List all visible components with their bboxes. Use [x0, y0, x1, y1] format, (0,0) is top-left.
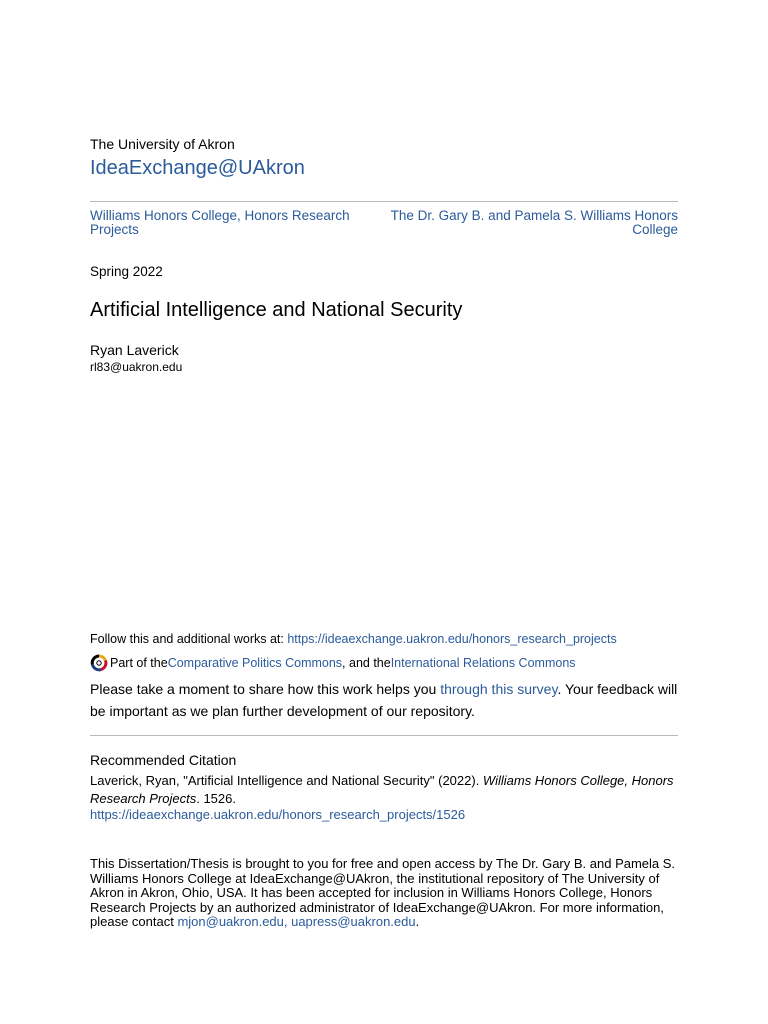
- citation-divider: [90, 735, 678, 736]
- part-of-joiner: , and the: [342, 656, 391, 670]
- international-relations-commons-link[interactable]: International Relations Commons: [390, 656, 576, 670]
- top-divider: [90, 201, 678, 202]
- statement-end: .: [415, 914, 420, 929]
- citation-heading: Recommended Citation: [90, 752, 237, 768]
- part-of-line: [90, 654, 576, 672]
- collection-link-honors-research[interactable]: Williams Honors College, Honors Research Projects: [90, 208, 350, 237]
- citation-tail: . 1526.: [196, 791, 236, 806]
- publication-date: Spring 2022: [90, 264, 163, 279]
- comparative-politics-commons-link[interactable]: Comparative Politics Commons: [167, 656, 343, 670]
- cover-page: [90, 0, 678, 1024]
- citation-text: [90, 772, 678, 808]
- part-of-prefix: Part of the: [110, 656, 168, 670]
- access-statement: [90, 857, 678, 930]
- citation-url-link[interactable]: https://ideaexchange.uakron.edu/honors_research_projects/1526: [90, 807, 466, 822]
- follow-line: [90, 632, 617, 646]
- survey-prefix: Please take a moment to share how this work helps you: [90, 681, 441, 697]
- citation-italic: Williams Honors College, Honors Research Projects: [90, 773, 674, 806]
- work-title: Artificial Intelligence and National Security: [90, 299, 463, 321]
- follow-prefix: Follow this and additional works at:: [90, 632, 288, 646]
- statement-text: This Dissertation/Thesis is brought to you for free and open access by The Dr. Gary B. and Pamela S. Williams Honors College at IdeaExchange@UAkron, the institutional repository of The University of Akron in Akron, Ohio, USA. It has been accepted for inclusion in Williams Honors College, Honors Research Projects by an authorized administrator of IdeaExchange@UAkron. For more information, please contact: [90, 856, 676, 929]
- survey-suffix: . Your feedback will be important as we plan further development of our repository.: [90, 681, 678, 719]
- network-commons-icon: [90, 654, 108, 672]
- collection-link-honors-college[interactable]: The Dr. Gary B. and Pamela S. Williams Honors College: [390, 208, 678, 237]
- contact-email-link[interactable]: mjon@uakron.edu, uapress@uakron.edu: [177, 914, 416, 929]
- survey-link[interactable]: through this survey: [440, 681, 558, 697]
- author-email: rl83@uakron.edu: [90, 360, 183, 374]
- citation-plain: Laverick, Ryan, "Artificial Intelligence and National Security" (2022).: [90, 773, 483, 788]
- survey-message: [90, 678, 678, 722]
- repository-link[interactable]: IdeaExchange@UAkron: [90, 157, 305, 179]
- follow-url-link[interactable]: https://ideaexchange.uakron.edu/honors_research_projects: [287, 632, 617, 646]
- university-name: The University of Akron: [90, 136, 235, 152]
- author-name: Ryan Laverick: [90, 342, 179, 358]
